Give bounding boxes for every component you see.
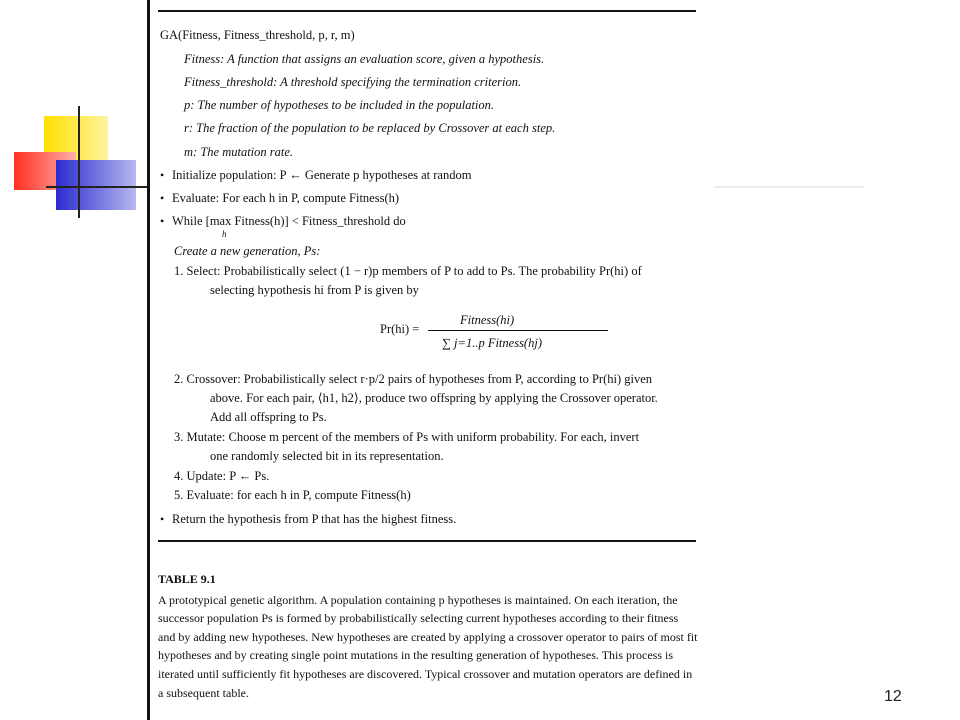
slide-vertical-rule	[147, 0, 150, 720]
new-generation-label: Create a new generation, Ps:	[174, 244, 321, 258]
param-r: r: The fraction of the population to be replaced by Crossover at each step.	[184, 121, 556, 135]
param-fitness: Fitness: A function that assigns an evaluation score, given a hypothesis.	[184, 52, 545, 66]
evaluate-step: • Evaluate: For each h in P, compute Fitness(h)	[172, 191, 399, 207]
equation-fraction-bar	[428, 330, 608, 331]
while-subscript: h	[222, 229, 227, 239]
evaluate-again-step: 5. Evaluate: for each h in P, compute Fitness(h)	[174, 488, 411, 502]
mutate-step-cont: one randomly selected bit in its representation.	[210, 449, 444, 463]
param-p: p: The number of hypotheses to be included in the population.	[184, 98, 495, 112]
init-step: • Initialize population: P ← Generate p hypotheses at random	[172, 168, 471, 184]
decorative-blue-square	[56, 160, 136, 210]
faint-rule	[714, 186, 864, 188]
equation-numerator: Fitness(hi)	[460, 313, 515, 327]
top-rule	[158, 10, 696, 12]
mutate-step: 3. Mutate: Choose m percent of the members of Ps with uniform probability. For each, invert	[174, 430, 640, 444]
equation-lhs: Pr(hi) =	[380, 322, 420, 336]
param-fitness-threshold: Fitness_threshold: A threshold specifying the termination criterion.	[184, 75, 522, 89]
caption-text: A prototypical genetic algorithm. A population containing p hypotheses is maintained. On each iteration, the successor population Ps is formed by probabilistically selecting current hypotheses according to their fitness and by adding new hypotheses. New hypotheses are created by applying a crossover operator to pairs of most fit hypotheses and by creating single point mutations in the resulting generation of hypotheses. This process is iterated until sufficiently fit hypotheses are discovered. Typical crossover and mutation operators are defined in a subsequent table.	[158, 592, 698, 700]
while-step: • While [max Fitness(h)] < Fitness_threshold do	[172, 214, 406, 230]
caption-title: TABLE 9.1	[158, 572, 216, 586]
slide-page-number: 12	[884, 688, 902, 705]
param-m: m: The mutation rate.	[184, 145, 294, 159]
equation-denominator: ∑ j=1..p Fitness(hj)	[442, 336, 542, 350]
bottom-rule	[158, 540, 696, 542]
scanned-algorithm-table	[158, 0, 698, 720]
select-step: 1. Select: Probabilistically select (1 − r)p members of P to add to Ps. The probability Pr(hi) of	[174, 264, 642, 278]
table-caption	[158, 570, 698, 702]
algorithm-signature: GA(Fitness, Fitness_threshold, p, r, m)	[160, 28, 355, 42]
crossover-step-cont-2: Add all offspring to Ps.	[210, 410, 327, 424]
decorative-vertical-line	[78, 106, 80, 218]
return-step: • Return the hypothesis from P that has the highest fitness.	[172, 512, 456, 528]
crossover-step-cont-1: above. For each pair, ⟨h1, h2⟩, produce two offspring by applying the Crossover operator.	[210, 391, 658, 405]
crossover-step: 2. Crossover: Probabilistically select r·p/2 pairs of hypotheses from P, according to Pr(hi) given	[174, 372, 653, 386]
decorative-horizontal-line	[46, 186, 148, 188]
update-step: 4. Update: P ← Ps.	[174, 469, 270, 483]
select-step-cont: selecting hypothesis hi from P is given by	[210, 283, 419, 297]
